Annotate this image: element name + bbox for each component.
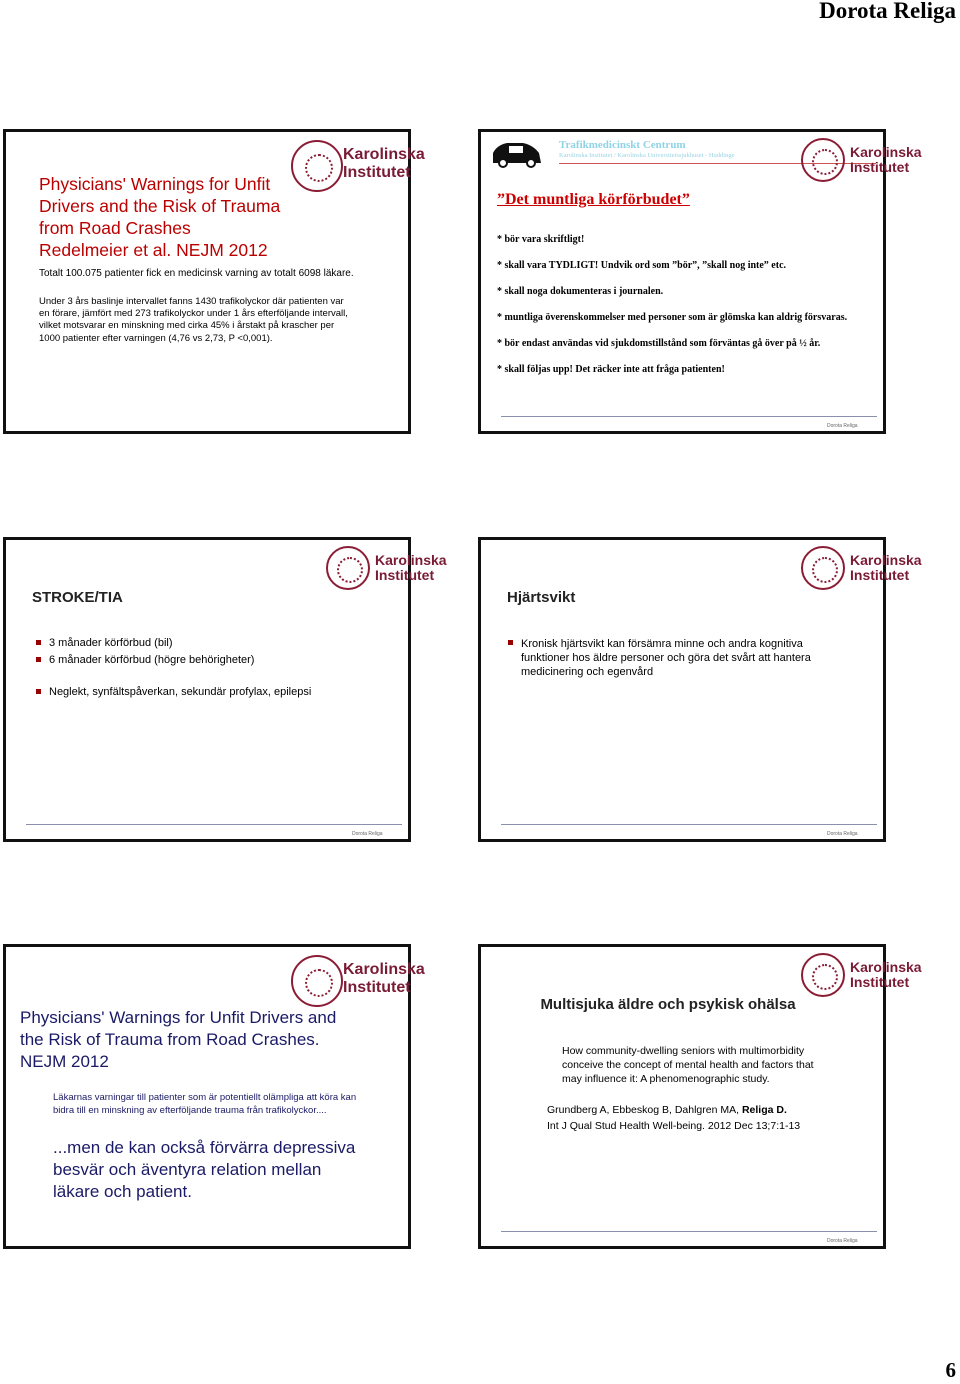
slide-2-list bbox=[497, 227, 847, 383]
article-title bbox=[562, 1044, 814, 1086]
slide-5-title bbox=[20, 1007, 336, 1073]
logo-text-line1: Karolinska bbox=[343, 146, 425, 163]
list-item: * skall noga dokumenteras i journalen. bbox=[497, 286, 664, 297]
article-title-line: may influence it: A phenomenographic study. bbox=[562, 1073, 770, 1085]
title-line: Physicians' Warnings for Unfit Drivers and bbox=[20, 1008, 337, 1027]
center-subtitle: Karolinska Institutet / Karolinska Universitetssjukhuset - Huddinge bbox=[559, 152, 735, 159]
conclusion-line: besvär och äventyra relation mellan bbox=[53, 1160, 322, 1179]
karolinska-logo bbox=[801, 138, 921, 188]
slide-5-summary bbox=[53, 1092, 356, 1117]
bullet-item: 3 månader körförbud (bil) bbox=[49, 637, 173, 649]
title-line: from Road Crashes bbox=[39, 218, 191, 238]
footer-label: Dorota Religa bbox=[827, 1238, 858, 1244]
slide-3-title: STROKE/TIA bbox=[32, 589, 123, 606]
logo-text-line2: Institutet bbox=[375, 567, 435, 583]
logo-text-line2: Institutet bbox=[850, 159, 910, 175]
slide-1-title bbox=[39, 173, 280, 261]
logo-text-line1: Karolinska bbox=[343, 961, 425, 978]
logo-text-line2: Institutet bbox=[343, 979, 411, 996]
karolinska-seal-icon bbox=[291, 140, 343, 192]
list-item: * bör endast användas vid sjukdomstillstånd som förväntas gå över på ½ år. bbox=[497, 338, 821, 349]
title-line: the Risk of Trauma from Road Crashes. bbox=[20, 1030, 320, 1049]
car-icon bbox=[489, 137, 545, 167]
body-line: Under 3 års baslinje intervallet fanns 1430 trafikolyckor där patienten var bbox=[39, 296, 344, 307]
summary-line: bidra till en minskning av efterföljande trauma från trafikolyckor.... bbox=[53, 1104, 327, 1116]
logo-text-line1: Karolinska bbox=[850, 144, 922, 160]
slide-1 bbox=[3, 129, 425, 434]
slide-5-conclusion bbox=[53, 1137, 355, 1203]
list-item: * skall vara TYDLIGT! Undvik ord som ”bör”, ”skall nog inte” etc. bbox=[497, 260, 787, 271]
title-line: Redelmeier et al. NEJM 2012 bbox=[39, 240, 268, 260]
page-header-author: Dorota Religa bbox=[819, 0, 956, 23]
footer-label: Dorota Religa bbox=[827, 831, 858, 837]
conclusion-line: ...men de kan också förvärra depressiva bbox=[53, 1138, 356, 1157]
logo-text-line2: Institutet bbox=[343, 164, 411, 181]
karolinska-seal-icon bbox=[291, 955, 343, 1007]
logo-text-line1: Karolinska bbox=[850, 552, 922, 568]
article-authors bbox=[547, 1104, 787, 1116]
slide-5 bbox=[3, 944, 425, 1249]
slide-3 bbox=[3, 537, 447, 842]
footer-rule bbox=[501, 1231, 877, 1232]
logo-text-line1: Karolinska bbox=[850, 959, 922, 975]
list-item: * muntliga överenskommelser med personer som är glömska kan aldrig försvaras. bbox=[497, 312, 848, 323]
slide-1-body bbox=[39, 296, 348, 345]
bullet-line: Kronisk hjärtsvikt kan försämra minne och andra kognitiva bbox=[521, 638, 803, 650]
logo-text-line1: Karolinska bbox=[375, 552, 447, 568]
karolinska-seal-icon bbox=[801, 546, 845, 590]
slide-1-total: Totalt 100.075 patienter fick en medicinsk varning av totalt 6098 läkare. bbox=[39, 268, 354, 279]
karolinska-logo bbox=[801, 546, 921, 596]
bullet-item: 6 månader körförbud (högre behörigheter) bbox=[49, 654, 255, 666]
body-line: vilket motsvarar en minskning med cirka 45% i årstakt på krascher per bbox=[39, 320, 335, 332]
title-line: Physicians' Warnings for Unfit bbox=[39, 174, 271, 194]
karolinska-seal-icon bbox=[801, 138, 845, 182]
summary-line: Läkarnas varningar till patienter som är potentiellt olämpliga att köra kan bbox=[53, 1092, 357, 1103]
slide-6-title: Multisjuka äldre och psykisk ohälsa bbox=[540, 996, 796, 1013]
center-name: Trafikmedicinskt Centrum bbox=[559, 139, 686, 151]
footer-rule bbox=[26, 824, 402, 825]
page-number: 6 bbox=[945, 1358, 956, 1382]
karolinska-logo bbox=[326, 546, 446, 596]
title-line: Drivers and the Risk of Trauma bbox=[39, 196, 281, 216]
karolinska-logo bbox=[291, 140, 425, 200]
body-line: en förare, jämfört med 273 trafikolyckor under 1 års efterföljande intervall, bbox=[39, 308, 348, 320]
slide-4-title: Hjärtsvikt bbox=[507, 589, 576, 606]
title-line: NEJM 2012 bbox=[20, 1052, 109, 1071]
bullet-line: medicinering och egenvård bbox=[521, 666, 654, 678]
article-title-line: How community-dwelling seniors with multimorbidity bbox=[562, 1045, 805, 1057]
slide-6 bbox=[478, 944, 922, 1249]
logo-text-line2: Institutet bbox=[850, 567, 910, 583]
logo-text-line2: Institutet bbox=[850, 974, 910, 990]
karolinska-seal-icon bbox=[801, 953, 845, 997]
footer-rule bbox=[501, 824, 877, 825]
slide-2 bbox=[478, 129, 922, 434]
list-item: * bör vara skriftligt! bbox=[497, 234, 585, 245]
authors-highlight: Religa D. bbox=[741, 1104, 787, 1116]
list-item: * skall följas upp! Det räcker inte att fråga patienten! bbox=[497, 364, 725, 375]
karolinska-logo bbox=[291, 955, 425, 1015]
slide-4 bbox=[478, 537, 922, 842]
bullet-line: funktioner hos äldre personer och göra det svårt att hantera bbox=[521, 652, 811, 664]
bullet-item: Neglekt, synfältspåverkan, sekundär profylax, epilepsi bbox=[49, 686, 312, 698]
body-line: 1000 patienter efter varningen (4,76 vs 2,73, P <0,001). bbox=[39, 332, 273, 344]
conclusion-line: läkare och patient. bbox=[53, 1182, 192, 1201]
authors-text: Grundberg A, Ebbeskog B, Dahlgren MA, bbox=[547, 1104, 742, 1116]
karolinska-seal-icon bbox=[326, 546, 370, 590]
slide-2-title: ”Det muntliga körförbudet” bbox=[497, 191, 690, 208]
article-title-line: conceive the concept of mental health and factors that bbox=[562, 1059, 814, 1071]
article-journal: Int J Qual Stud Health Well-being. 2012 Dec 13;7:1-13 bbox=[547, 1120, 801, 1132]
footer-rule bbox=[501, 416, 877, 417]
bullet-item bbox=[521, 637, 811, 679]
footer-label: Dorota Religa bbox=[827, 423, 858, 429]
footer-label: Dorota Religa bbox=[352, 831, 383, 837]
